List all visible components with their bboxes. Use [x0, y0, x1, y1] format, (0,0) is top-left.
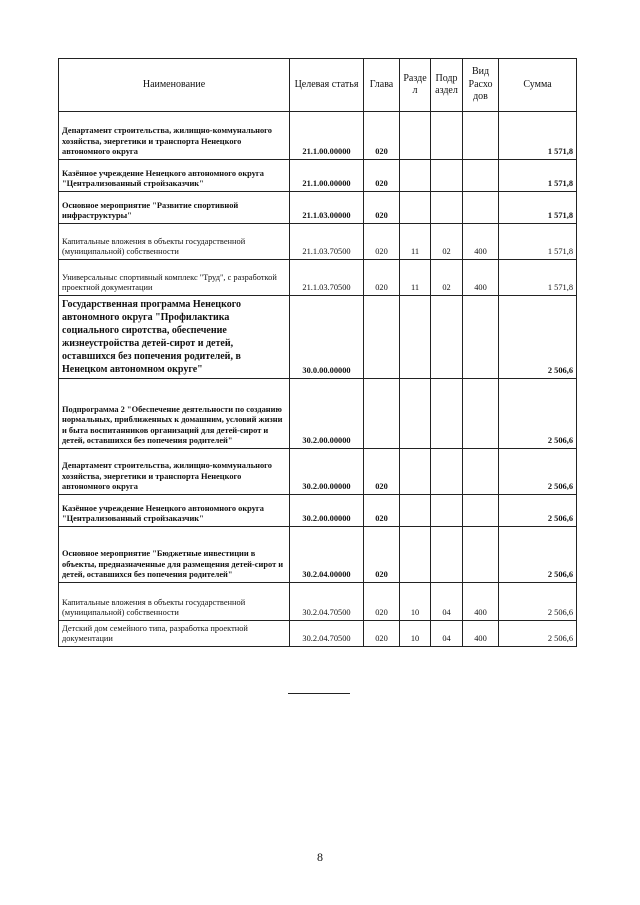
cell-chapter — [364, 296, 400, 379]
cell-chapter: 020 — [364, 112, 400, 160]
cell-target: 30.2.00.00000 — [290, 449, 364, 495]
table-body — [59, 112, 577, 647]
cell-name: Основное мероприятие "Развитие спортивной инфраструктуры" — [59, 192, 290, 224]
cell-section: 11 — [400, 224, 431, 260]
cell-section — [400, 112, 431, 160]
cell-section — [400, 495, 431, 527]
cell-subsection: 02 — [431, 224, 463, 260]
cell-subsection: 02 — [431, 260, 463, 296]
cell-name: Основное мероприятие "Бюджетные инвестиции в объекты, предназначенные для размещения детей-сирот и детей, оставшихся без попечения родителей" — [59, 527, 290, 583]
cell-sum: 2 506,6 — [499, 379, 577, 449]
cell-target: 21.1.03.00000 — [290, 192, 364, 224]
cell-expense-type: 400 — [463, 260, 499, 296]
header-chapter: Глава — [364, 59, 400, 112]
cell-section — [400, 192, 431, 224]
table-row — [59, 621, 577, 647]
cell-name: Государственная программа Ненецкого автономного округа "Профилактика социального сиротства, обеспечение жизнеустройства детей-сирот и детей, оставшихся без попечения родителей, в Ненецком автономном округе" — [59, 296, 290, 379]
cell-subsection — [431, 495, 463, 527]
cell-expense-type — [463, 160, 499, 192]
header-target: Целевая статья — [290, 59, 364, 112]
cell-subsection: 04 — [431, 621, 463, 647]
table-row — [59, 296, 577, 379]
cell-section: 10 — [400, 621, 431, 647]
header-sum: Сумма — [499, 59, 577, 112]
cell-target: 21.1.03.70500 — [290, 224, 364, 260]
table-row — [59, 449, 577, 495]
cell-section: 11 — [400, 260, 431, 296]
cell-sum: 1 571,8 — [499, 224, 577, 260]
cell-name: Казённое учреждение Ненецкого автономного округа "Централизованный стройзаказчик" — [59, 495, 290, 527]
cell-sum: 2 506,6 — [499, 621, 577, 647]
cell-subsection — [431, 296, 463, 379]
cell-sum: 1 571,8 — [499, 112, 577, 160]
cell-chapter: 020 — [364, 527, 400, 583]
cell-expense-type: 400 — [463, 224, 499, 260]
header-name: Наименование — [59, 59, 290, 112]
table-row — [59, 527, 577, 583]
cell-sum: 1 571,8 — [499, 192, 577, 224]
header-expense-type: Вид Расхо дов — [463, 59, 499, 112]
cell-name: Детский дом семейного типа, разработка проектной документации — [59, 621, 290, 647]
cell-section — [400, 449, 431, 495]
cell-target: 30.2.00.00000 — [290, 379, 364, 449]
cell-target: 30.2.04.70500 — [290, 583, 364, 621]
cell-target: 30.2.04.00000 — [290, 527, 364, 583]
header-subsection: Подр аздел — [431, 59, 463, 112]
cell-subsection — [431, 527, 463, 583]
table-row — [59, 112, 577, 160]
cell-expense-type: 400 — [463, 583, 499, 621]
cell-expense-type — [463, 112, 499, 160]
cell-chapter: 020 — [364, 224, 400, 260]
cell-name: Подпрограмма 2 "Обеспечение деятельности по созданию нормальных, приближенных к домашним, условий жизни и быта воспитанников организаций для детей-сирот и детей, оставшихся без попечения родителей" — [59, 379, 290, 449]
cell-target: 21.1.00.00000 — [290, 160, 364, 192]
cell-subsection: 04 — [431, 583, 463, 621]
cell-expense-type — [463, 379, 499, 449]
cell-chapter: 020 — [364, 495, 400, 527]
cell-chapter: 020 — [364, 583, 400, 621]
cell-subsection — [431, 449, 463, 495]
table-header-row — [59, 59, 577, 112]
cell-chapter: 020 — [364, 160, 400, 192]
cell-name: Департамент строительства, жилищно-коммунального хозяйства, энергетики и транспорта Ненецкого автономного округа — [59, 112, 290, 160]
cell-chapter: 020 — [364, 192, 400, 224]
cell-target: 30.2.00.00000 — [290, 495, 364, 527]
page-number: 8 — [317, 850, 323, 864]
table-row — [59, 260, 577, 296]
cell-target: 30.0.00.00000 — [290, 296, 364, 379]
cell-name: Департамент строительства, жилищно-коммунального хозяйства, энергетики и транспорта Ненецкого автономного округа — [59, 449, 290, 495]
cell-chapter: 020 — [364, 449, 400, 495]
cell-sum: 2 506,6 — [499, 495, 577, 527]
cell-chapter: 020 — [364, 260, 400, 296]
cell-name: Казённое учреждение Ненецкого автономного округа "Централизованный стройзаказчик" — [59, 160, 290, 192]
header-section: Разде л — [400, 59, 431, 112]
cell-expense-type: 400 — [463, 621, 499, 647]
cell-subsection — [431, 379, 463, 449]
table-row — [59, 192, 577, 224]
cell-section — [400, 527, 431, 583]
cell-name: Капитальные вложения в объекты государственной (муниципальной) собственности — [59, 224, 290, 260]
table-row — [59, 583, 577, 621]
cell-section — [400, 296, 431, 379]
table-row — [59, 224, 577, 260]
cell-expense-type — [463, 527, 499, 583]
table-row — [59, 379, 577, 449]
cell-chapter — [364, 379, 400, 449]
table-row — [59, 495, 577, 527]
cell-sum: 1 571,8 — [499, 160, 577, 192]
cell-expense-type — [463, 495, 499, 527]
cell-chapter: 020 — [364, 621, 400, 647]
cell-expense-type — [463, 296, 499, 379]
cell-expense-type — [463, 449, 499, 495]
cell-subsection — [431, 192, 463, 224]
cell-target: 21.1.03.70500 — [290, 260, 364, 296]
cell-target: 30.2.04.70500 — [290, 621, 364, 647]
cell-sum: 1 571,8 — [499, 260, 577, 296]
cell-subsection — [431, 160, 463, 192]
cell-name: Универсальныс спортивный комплекс "Труд", с разработкой проектной документации — [59, 260, 290, 296]
cell-sum: 2 506,6 — [499, 296, 577, 379]
separator-line — [288, 693, 350, 694]
table-row — [59, 160, 577, 192]
cell-section: 10 — [400, 583, 431, 621]
cell-expense-type — [463, 192, 499, 224]
cell-section — [400, 160, 431, 192]
cell-subsection — [431, 112, 463, 160]
cell-sum: 2 506,6 — [499, 583, 577, 621]
cell-target: 21.1.00.00000 — [290, 112, 364, 160]
cell-sum: 2 506,6 — [499, 527, 577, 583]
cell-section — [400, 379, 431, 449]
budget-table — [58, 58, 577, 647]
cell-sum: 2 506,6 — [499, 449, 577, 495]
cell-name: Капитальные вложения в объекты государственной (муниципальной) собственности — [59, 583, 290, 621]
